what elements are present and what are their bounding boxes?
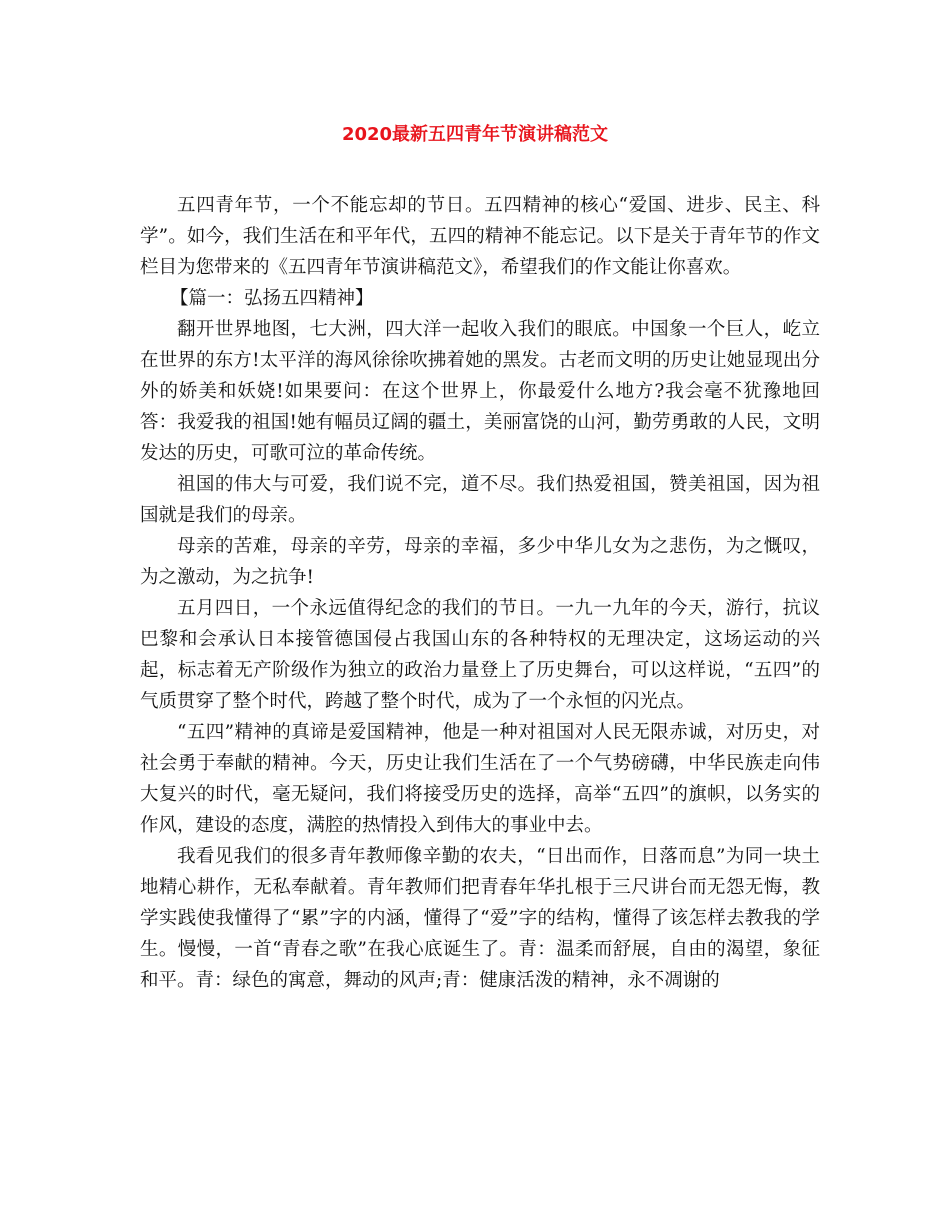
body-paragraph: 祖国的伟大与可爱，我们说不完，道不尽。我们热爱祖国，赞美祖国，因为祖国就是我们的母亲。: [140, 474, 820, 526]
body-paragraph: 翻开世界地图，七大洲，四大洋一起收入我们的眼底。中国象一个巨人，屹立在世界的东方!太平洋的海风徐徐吹拂着她的黑发。古老而文明的历史让她显现出分外的娇美和妖娆!如果要问：在这个世界上，你最爱什么地方?我会毫不犹豫地回答：我爱我的祖国!她有幅员辽阔的疆土，美丽富饶的山河，勤劳勇敢的人民，文明发达的历史，可歌可泣的革命传统。: [140, 319, 820, 464]
intro-paragraph: 五四青年节，一个不能忘却的节日。五四精神的核心“爱国、进步、民主、科学”。如今，我们生活在和平年代，五四的精神不能忘记。以下是关于青年节的作文栏目为您带来的《五四青年节演讲稿范文》，希望我们的作文能让你喜欢。: [140, 195, 820, 278]
body-paragraph: 五月四日，一个永远值得纪念的我们的节日。一九一九年的今天，游行，抗议巴黎和会承认日本接管德国侵占我国山东的各种特权的无理决定，这场运动的兴起，标志着无产阶级作为独立的政治力量登上了历史舞台，可以这样说，“五四”的气质贯穿了整个时代，跨越了整个时代，成为了一个永恒的闪光点。: [140, 598, 820, 712]
document-title: 2020最新五四青年节演讲稿范文: [341, 124, 609, 145]
section-heading: 【篇一：弘扬五四精神】: [170, 288, 374, 309]
document-body: [140, 190, 820, 996]
body-paragraph: “五四”精神的真谛是爱国精神，他是一种对祖国对人民无限赤诚，对历史，对社会勇于奉献的精神。今天，历史让我们生活在了一个气势磅礴，中华民族走向伟大复兴的时代，毫无疑问，我们将接受历史的选择，高举“五四”的旗帜，以务实的作风，建设的态度，满腔的热情投入到伟大的事业中去。: [140, 722, 820, 836]
body-paragraph: 母亲的苦难，母亲的辛劳，母亲的幸福，多少中华儿女为之悲伤，为之慨叹，为之激动，为之抗争!: [140, 536, 820, 588]
body-paragraph: 我看见我们的很多青年教师像辛勤的农夫，“日出而作，日落而息”为同一块土地精心耕作，无私奉献着。青年教师们把青春年华扎根于三尺讲台而无怨无悔，教学实践使我懂得了“累”字的内涵，懂得了“爱”字的结构，懂得了该怎样去教我的学生。慢慢，一首“青春之歌”在我心底诞生了。青：温柔而舒展，自由的渴望，象征和平。青：绿色的寓意，舞动的风声;青：健康活泼的精神，永不凋谢的: [140, 846, 820, 991]
